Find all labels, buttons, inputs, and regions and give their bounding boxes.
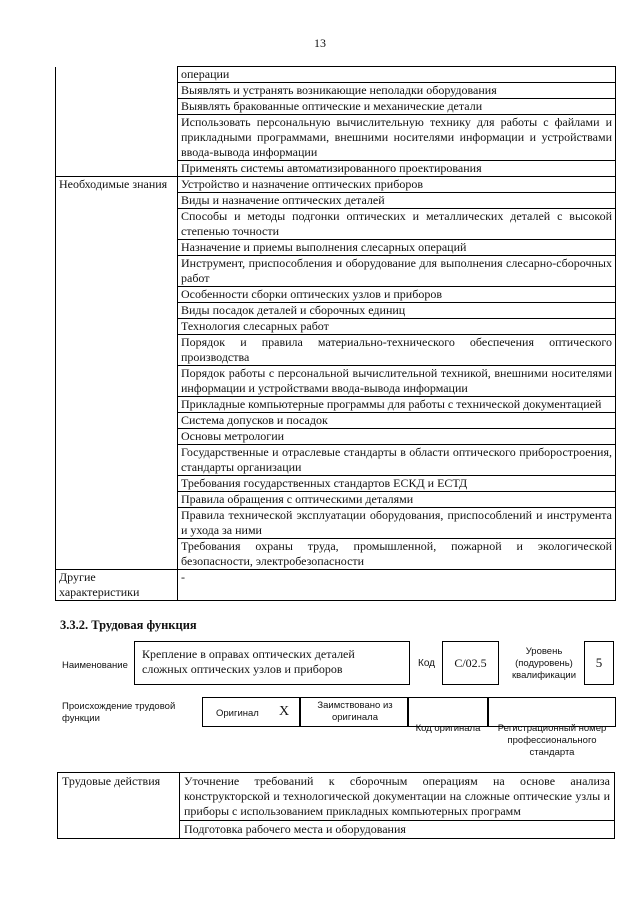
skills-label-cell [56,67,178,177]
other-characteristics-label: Другие характеристики [56,570,178,601]
knowledge-item: Правила технической эксплуатации оборудования, приспособлений и инструмента и ухода за ними [178,508,616,539]
requirements-table [55,66,616,601]
knowledge-item: Технология слесарных работ [178,319,616,335]
knowledge-item: Требования охраны труда, промышленной, пожарной и экологической безопасности, электробезопасности [178,539,616,570]
section-heading: 3.3.2. Трудовая функция [60,618,197,632]
knowledge-item: Виды и назначение оптических деталей [178,193,616,209]
reg-number-label: Регистрационный номер профессионального стандарта [497,723,607,758]
knowledge-item: Порядок работы с персональной вычислительной техникой, внешними носителями информации и устройствами ввода-вывода информации [178,366,616,397]
borrowed-label: Заимствовано из оригинала [317,700,393,723]
skill-item: операции [178,67,616,83]
labor-actions-table [57,772,615,839]
knowledge-item: Виды посадок деталей и сборочных единиц [178,303,616,319]
code-label: Код [418,658,436,669]
borrowed-cell [300,697,408,727]
origin-label: Происхождение трудовой функции [62,701,176,724]
function-name-box: Крепление в оправах оптических деталей сложных оптических узлов и приборов [134,641,410,685]
code-original-label: Код оригинала [415,723,481,734]
knowledge-item: Правила обращения с оптическими деталями [178,492,616,508]
page-number: 13 [314,36,326,50]
function-code-box: C/02.5 [442,641,499,685]
knowledge-label: Необходимые знания [56,177,178,570]
level-value-box: 5 [584,641,614,685]
knowledge-item: Устройство и назначение оптических приборов [178,177,616,193]
original-mark: X [279,704,290,719]
skill-item: Выявлять бракованные оптические и механические детали [178,99,616,115]
table-row [58,773,615,821]
knowledge-item: Порядок и правила материально-технического обеспечения оптического производства [178,335,616,366]
other-characteristics-value: - [178,570,616,601]
skill-item: Выявлять и устранять возникающие неполадки оборудования [178,83,616,99]
labor-actions-label: Трудовые действия [58,773,180,839]
knowledge-item: Требования государственных стандартов ЕСКД и ЕСТД [178,476,616,492]
name-label: Наименование [62,660,128,671]
labor-action-item: Уточнение требований к сборочным операциям на основе анализа конструкторской и технологической документации на сложные оптические узлы и приборы с использованием прикладных компьютерных программ [180,773,615,821]
knowledge-item: Особенности сборки оптических узлов и приборов [178,287,616,303]
knowledge-item: Основы метрологии [178,429,616,445]
knowledge-item: Назначение и приемы выполнения слесарных операций [178,240,616,256]
knowledge-item: Государственные и отраслевые стандарты в области оптического приборостроения, стандарты организации [178,445,616,476]
knowledge-item: Прикладные компьютерные программы для работы с технической документацией [178,397,616,413]
table-row [56,67,616,83]
table-row [56,177,616,193]
skill-item: Применять системы автоматизированного проектирования [178,161,616,177]
knowledge-item: Способы и методы подгонки оптических и металлических деталей с высокой степенью точности [178,209,616,240]
knowledge-item: Система допусков и посадок [178,413,616,429]
level-label: Уровень (подуровень) квалификации [511,646,577,681]
table-row [56,570,616,601]
original-label: Оригинал [216,708,259,719]
skill-item: Использовать персональную вычислительную технику для работы с файлами и прикладными программами, внешними носителями информации и устройствами ввода-вывода информации [178,115,616,161]
labor-action-item: Подготовка рабочего места и оборудования [180,821,615,839]
original-cell [202,697,300,727]
knowledge-item: Инструмент, приспособления и оборудование для выполнения слесарно-сборочных работ [178,256,616,287]
